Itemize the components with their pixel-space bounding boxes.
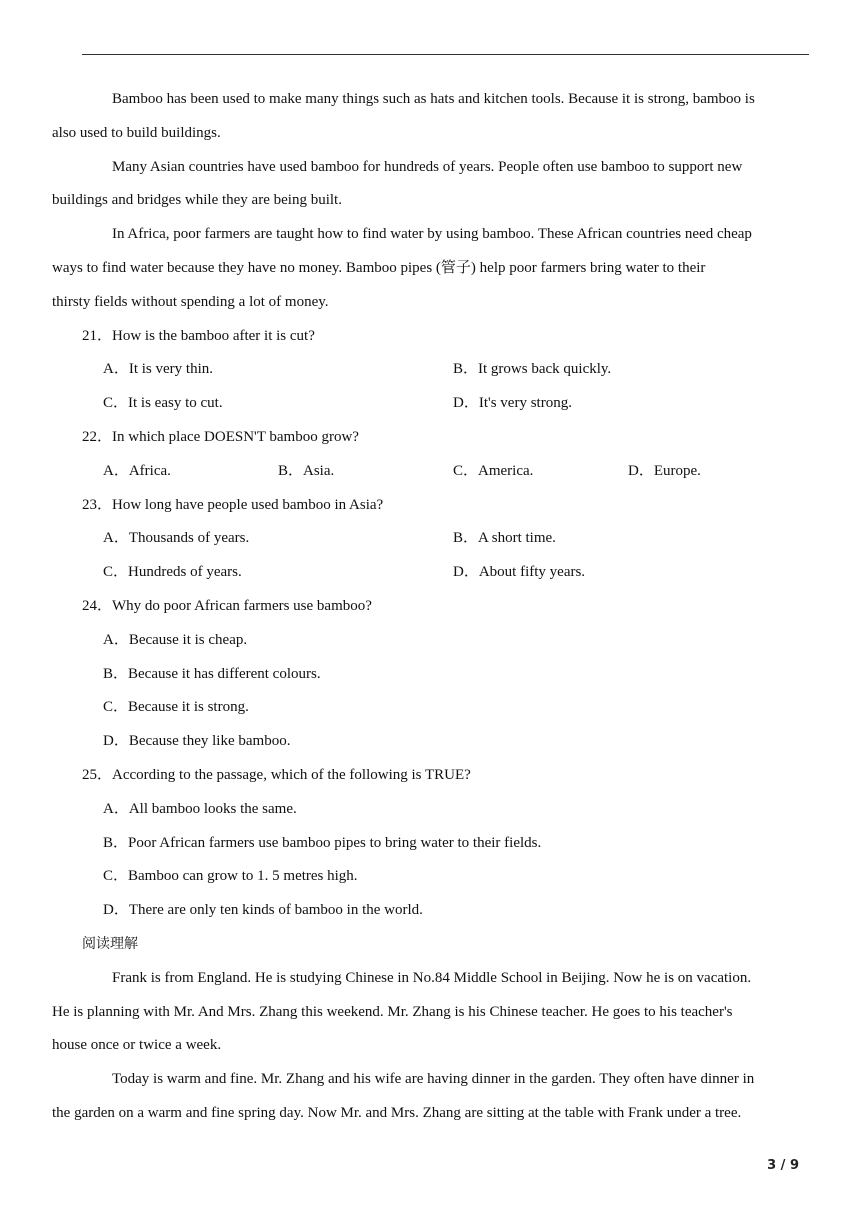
text-line: Many Asian countries have used bamboo for hundreds of years. People often use bamboo to support new [112,158,743,175]
option-d: D．There are only ten kinds of bamboo in the world. [103,902,423,919]
option-a: A．Because it is cheap. [103,631,248,648]
question-stem: 25．According to the passage, which of the following is TRUE? [82,766,471,783]
options-row [103,556,820,590]
option-a: A．Africa. [103,462,171,479]
text-line: Frank is from England. He is studying Chinese in No.84 Middle School in Beijing. Now he is on vacation. [112,969,752,986]
question-24 [82,590,820,759]
option-d: D．Europe. [628,462,701,479]
passage-2 [52,962,820,1131]
options-row [103,353,820,387]
option-d: D．Because they like bamboo. [103,733,291,750]
question-stem: 24．Why do poor African farmers use bamboo? [82,597,372,614]
header-rule [82,54,809,55]
option-b: B．Poor African farmers use bamboo pipes to bring water to their fields. [103,834,542,851]
options-row [103,522,820,556]
text-line: buildings and bridges while they are being built. [52,192,342,209]
question-23 [82,489,820,590]
section-title: 阅读理解 [82,935,138,952]
paragraph [52,1063,820,1131]
question-stem: 22．In which place DOESN'T bamboo grow? [82,428,359,445]
option-c: C．It is easy to cut. [103,395,223,412]
option-d: D．About fifty years. [453,564,586,581]
text-line: thirsty fields without spending a lot of money. [52,293,329,310]
text-line: house once or twice a week. [52,1037,222,1054]
option-c: C．Because it is strong. [103,699,249,716]
text-line: In Africa, poor farmers are taught how to find water by using bamboo. These African countries need cheap [112,226,752,243]
text-line: the garden on a warm and fine spring day. Now Mr. and Mrs. Zhang are sitting at the table with Frank under a tree. [52,1104,742,1121]
passage-1 [52,83,820,320]
option-b: B．Asia. [278,462,335,479]
question-stem: 21．How is the bamboo after it is cut? [82,327,315,344]
paragraph [52,962,820,1063]
text-line: ways to find water because they have no money. Bamboo pipes (管子) help poor farmers bring water to their [52,259,706,276]
text-line: Today is warm and fine. Mr. Zhang and his wife are having dinner in the garden. They often have dinner in [112,1071,755,1088]
paragraph [52,151,820,219]
options-list [82,624,820,759]
paragraph [52,218,820,319]
question-stem: 23．How long have people used bamboo in Asia? [82,496,384,513]
question-22 [82,421,820,489]
question-21 [82,320,820,421]
option-b: B．Because it has different colours. [103,665,321,682]
options-list [82,793,820,928]
paragraph [52,83,820,151]
text-line: He is planning with Mr. And Mrs. Zhang this weekend. Mr. Zhang is his Chinese teacher. He goes to his teacher's [52,1003,733,1020]
option-b: B．A short time. [453,530,556,547]
option-c: C．Bamboo can grow to 1. 5 metres high. [103,868,358,885]
option-a: A．Thousands of years. [103,530,250,547]
options-row [103,455,820,489]
option-b: B．It grows back quickly. [453,361,612,378]
text-line: also used to build buildings. [52,124,221,141]
option-c: C．Hundreds of years. [103,564,242,581]
option-a: A．It is very thin. [103,361,213,378]
options-row [103,387,820,421]
text-line: Bamboo has been used to make many things such as hats and kitchen tools. Because it is strong, bamboo is [112,91,755,107]
option-d: D．It's very strong. [453,395,572,412]
page-number: 3 / 9 [767,1158,799,1173]
option-c: C．America. [453,462,534,479]
page-content [52,83,820,1131]
option-a: A．All bamboo looks the same. [103,800,297,817]
question-25 [82,759,820,928]
